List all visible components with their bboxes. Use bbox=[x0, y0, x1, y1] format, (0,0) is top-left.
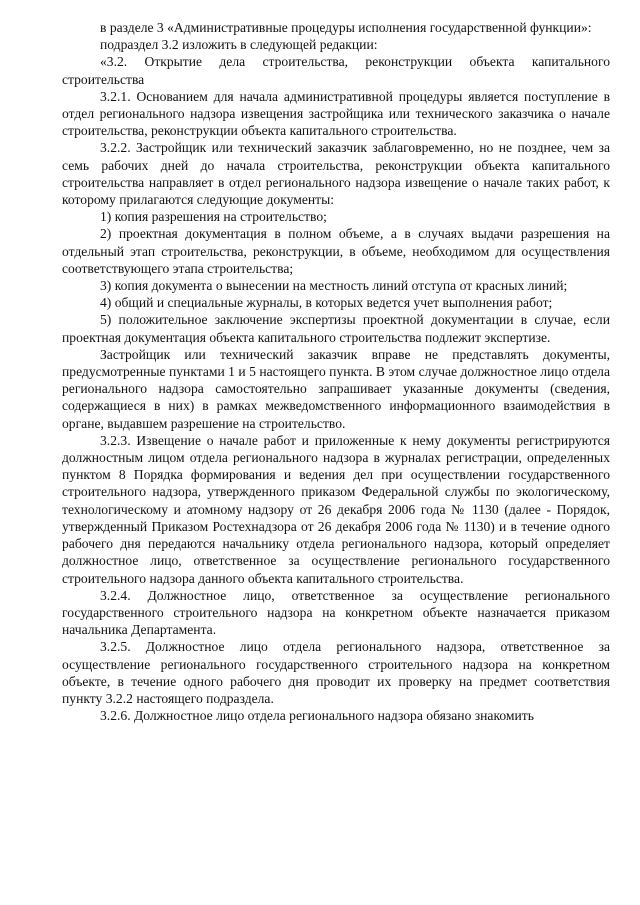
paragraph-3-2-heading: «3.2. Открытие дела строительства, реконструкции объекта капитального строительства bbox=[62, 54, 610, 87]
list-item-1: 1) копия разрешения на строительство; bbox=[100, 209, 327, 225]
paragraph-3-2-6: 3.2.6. Должностное лицо отдела регионального надзора обязано знакомить bbox=[100, 708, 534, 724]
paragraph-3-2-2: 3.2.2. Застройщик или технический заказчик заблаговременно, но не позднее, чем за семь рабочих дней до начала строительства, реконструкции объекта капитального строительства направляет в отдел регионального надзора извещение о начале таких работ, к которому прилагаются следующие документы: bbox=[62, 140, 610, 208]
paragraph-developer-rights: Застройщик или технический заказчик вправе не представлять документы, предусмотренные пунктами 1 и 5 настоящего пункта. В этом случае должностное лицо отдела регионального надзора самостоятельно запрашивает указанные документы (сведения, содержащиеся в них) в рамках межведомственного информационного взаимодействия в органе, выдавшем разрешение на строительство. bbox=[62, 346, 610, 431]
list-item-4: 4) общий и специальные журналы, в которых ведется учет выполнения работ; bbox=[100, 295, 553, 311]
document-page bbox=[62, 19, 610, 724]
list-item-3: 3) копия документа о вынесении на местность линий отступа от красных линий; bbox=[100, 278, 568, 294]
paragraph-3-2-5: 3.2.5. Должностное лицо отдела регионального надзора, ответственное за осуществление регионального государственного строительного надзора на конкретном объекте, в течение одного рабочего дня проводит их проверку на предмет соответствия пункту 3.2.2 настоящего подраздела. bbox=[62, 639, 610, 706]
paragraph-3-2-3: 3.2.3. Извещение о начале работ и приложенные к нему документы регистрируются должностным лицом отдела регионального надзора в журналах регистрации, определенных пунктом 8 Порядка формирования и ведения дел при осуществлении государственного строительного надзора, утвержденного приказом Федеральной службы по экологическому, технологическому и атомному надзору от 26 декабря 2006 года № 1130 (далее - Порядок, утвержденный Приказом Ростехнадзора от 26 декабря 2006 года № 1130) и в течение одного рабочего дня передаются начальнику отдела регионального надзора, который определяет должностное лицо, ответственное за осуществление регионального государственного строительного надзора данного объекта капитального строительства. bbox=[62, 432, 610, 586]
paragraph-3-2-1: 3.2.1. Основанием для начала административной процедуры является поступление в отдел регионального надзора извещения застройщика или технического заказчика о начале строительства, реконструкции объекта капитального строительства. bbox=[62, 88, 610, 139]
paragraph-subsection-instruction: подраздел 3.2 изложить в следующей редакции: bbox=[100, 37, 378, 53]
paragraph-section-3-intro: в разделе 3 «Административные процедуры исполнения государственной функции»: bbox=[100, 20, 592, 35]
paragraph-3-2-4: 3.2.4. Должностное лицо, ответственное за осуществление регионального государственного строительного надзора на конкретном объекте назначается приказом начальника Департамента. bbox=[62, 587, 610, 638]
list-item-5: 5) положительное заключение экспертизы проектной документации в случае, если проектная документация объекта капитального строительства подлежит экспертизе. bbox=[62, 312, 610, 345]
list-item-2: 2) проектная документация в полном объеме, а в случаях выдачи разрешения на отдельный этап строительства, реконструкции, в объеме, необходимом для осуществления соответствующего этапа строительства; bbox=[62, 226, 610, 276]
